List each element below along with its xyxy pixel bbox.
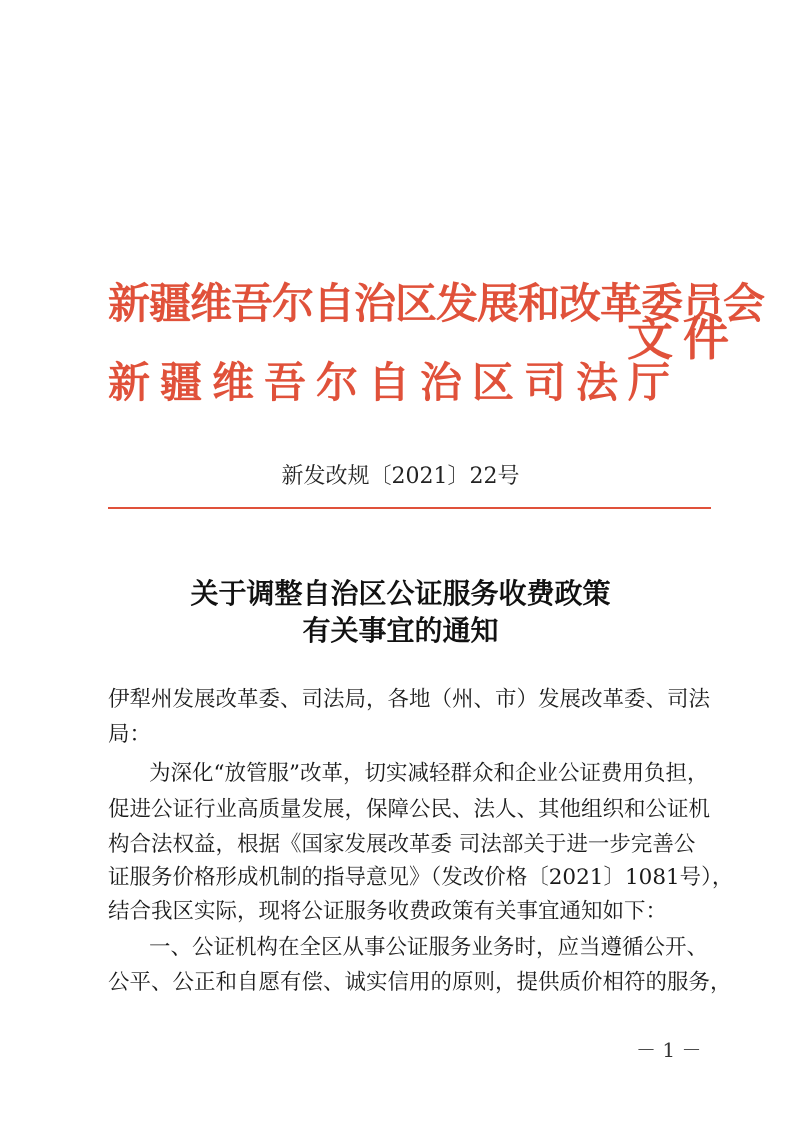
body-line: 结合我区实际，现将公证服务收费政策有关事宜通知如下： [108, 899, 668, 924]
title-line-2: 有关事宜的通知 [302, 614, 499, 647]
body-line: 局： [108, 722, 152, 747]
document-word: 文件 [627, 312, 739, 366]
title-line-1: 关于调整自治区公证服务收费政策 [190, 577, 611, 610]
body-line: 促进公证行业高质量发展，保障公民、法人、其他组织和公证机 [108, 797, 711, 822]
issuer-line-2: 新疆维吾尔自治区司法厅 [108, 358, 681, 407]
red-divider-line [108, 507, 711, 509]
body-line: 伊犁州发展改革委、司法局，各地（州、市）发展改革委、司法 [108, 687, 711, 712]
page-number: － 1 － [636, 1038, 702, 1062]
body-line: 公平、公正和自愿有偿、诚实信用的原则，提供质价相符的服务， [108, 970, 732, 995]
body-line: 构合法权益，根据《国家发展改革委 司法部关于进一步完善公 [108, 832, 696, 857]
document-number: 新发改规〔2021〕22号 [281, 464, 520, 489]
body-line: 证服务价格形成机制的指导意见》（发改价格〔2021〕1081号）， [108, 865, 734, 890]
body-line: 一、公证机构在全区从事公证服务业务时，应当遵循公开、 [149, 935, 709, 960]
issuer-line-1: 新疆维吾尔自治区发展和改革委员会 [108, 279, 765, 328]
body-line: 为深化“放管服”改革，切实减轻群众和企业公证费用负担， [149, 761, 709, 786]
